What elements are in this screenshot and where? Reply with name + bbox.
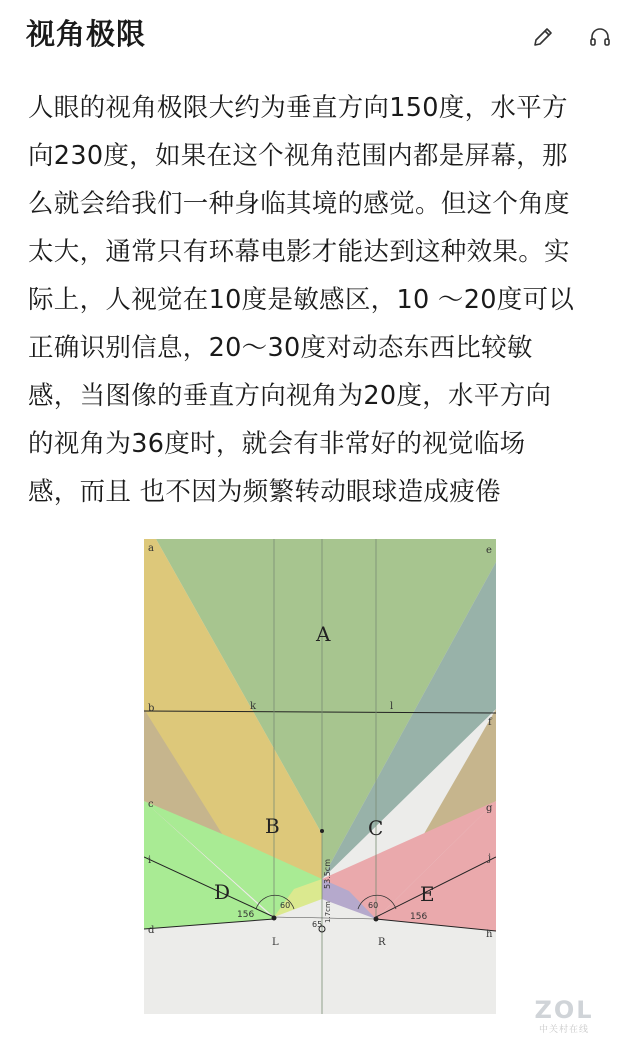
point-r [374, 917, 379, 922]
label-point-c: c [148, 799, 154, 810]
label-left-angle: 156 [237, 910, 255, 920]
pencil-icon [531, 25, 555, 49]
point-w [320, 829, 324, 833]
watermark-subtitle: 中关村在线 [538, 1025, 589, 1035]
label-point-i: i [148, 855, 152, 866]
text-line: 么就会给我们一种身临其境的感觉。但这个角度 [28, 189, 570, 219]
label-region-c: C [368, 816, 384, 840]
zol-watermark [524, 996, 604, 1040]
text-line: 人眼的视角极限大约为垂直方向150度，水平方 [28, 93, 568, 123]
text-line: 感，当图像的垂直方向视角为20度，水平方向 [28, 381, 552, 411]
label-point-j: j [488, 853, 492, 864]
label-right-angle: 156 [410, 912, 428, 922]
label-point-l: l [390, 701, 394, 712]
watermark-logo: ZOL [534, 996, 594, 1024]
viewing-angle-diagram [144, 539, 496, 1014]
label-region-e: E [420, 882, 435, 906]
label-region-b: B [265, 814, 280, 838]
label-mid-lower: 1.7cm [324, 901, 332, 923]
text-line: 太大，通常只有环幕电影才能达到这种效果。实 [28, 237, 570, 267]
point-l [272, 916, 277, 921]
label-right-inner: 60 [368, 901, 379, 910]
text-line: 际上，人视觉在10度是敏感区，10 ～20度可以 [28, 285, 575, 315]
label-region-d: D [214, 880, 231, 904]
label-left-inner: 60 [280, 901, 291, 910]
headphones-icon [588, 25, 612, 49]
label-point-R: R [378, 937, 386, 948]
page-header [0, 0, 640, 72]
label-point-k: k [250, 701, 257, 712]
text-line: 向230度，如果在这个视角范围内都是屏幕，那 [28, 141, 568, 171]
article-body [28, 84, 620, 516]
text-line: 的视角为36度时，就会有非常好的视觉临场 [28, 429, 526, 459]
label-point-h: h [486, 929, 493, 940]
text-line: 正确识别信息，20～30度对动态东西比较敏 [28, 333, 533, 363]
label-region-a: A [316, 622, 331, 646]
edit-button[interactable] [528, 22, 558, 52]
label-bottom: 65 [312, 920, 323, 929]
label-point-a: a [148, 543, 154, 554]
text-line: 感，而且 也不因为频繁转动眼球造成疲倦 [28, 477, 501, 507]
label-point-f: f [488, 717, 492, 728]
label-point-b: b [148, 703, 155, 714]
label-mid-vertical: 53.5cm [323, 858, 332, 889]
listen-button[interactable] [585, 22, 615, 52]
label-point-L: L [272, 937, 279, 948]
label-point-d: d [148, 925, 155, 936]
label-point-e: e [486, 545, 492, 556]
label-point-g: g [486, 803, 493, 814]
page-title: 视角极限 [26, 17, 147, 51]
region-bottom [144, 919, 496, 1014]
